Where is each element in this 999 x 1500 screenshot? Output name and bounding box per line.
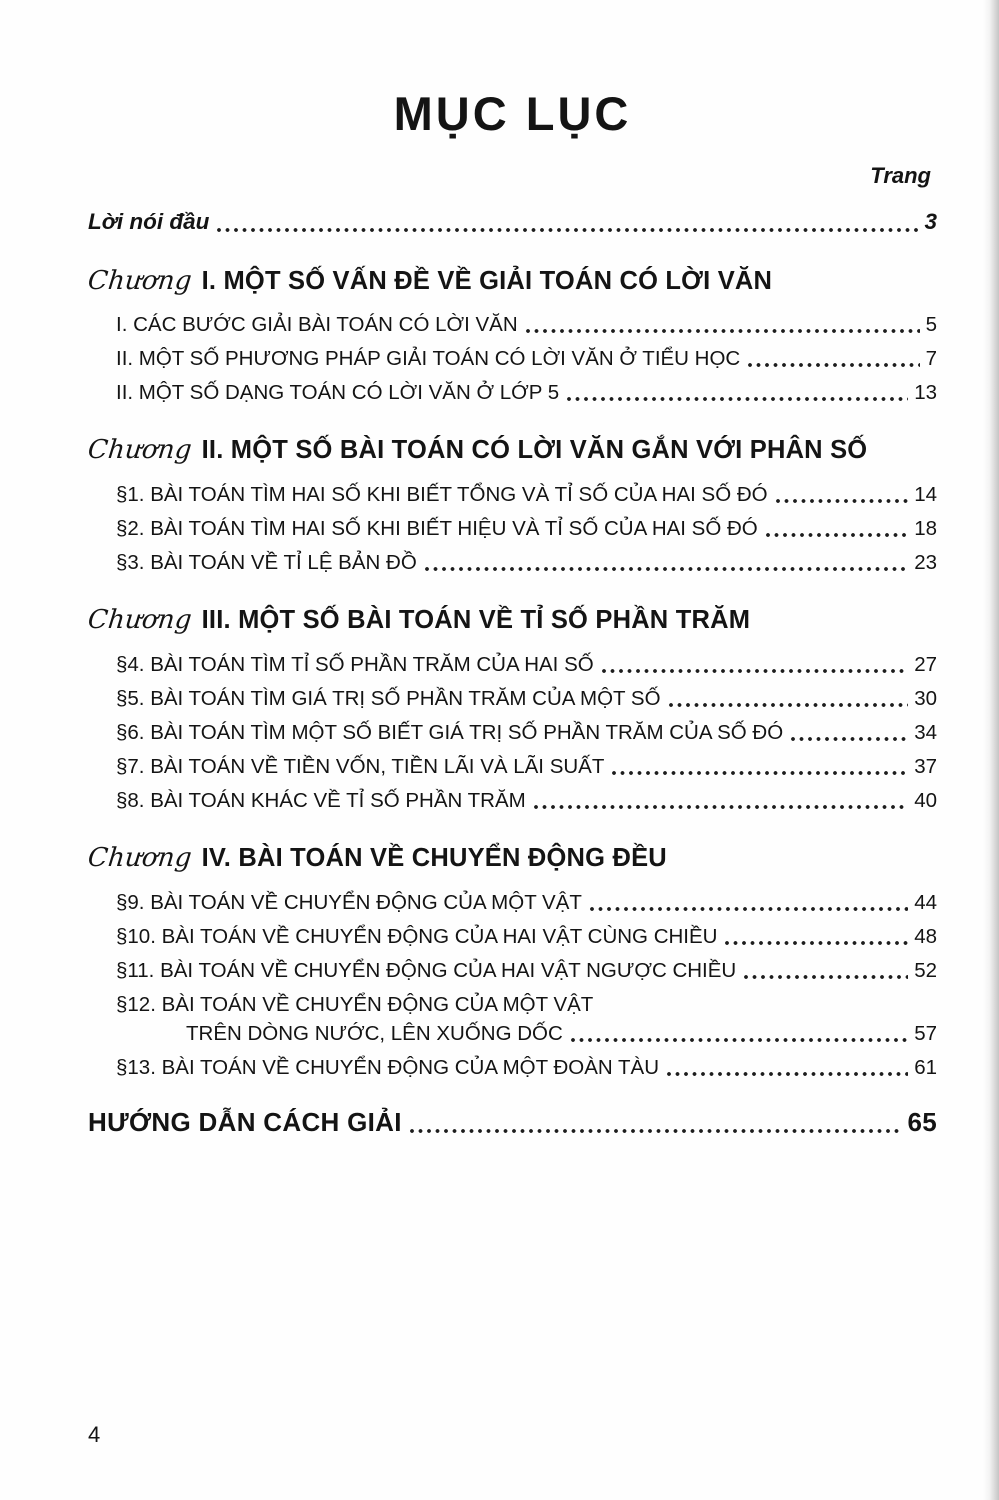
toc-chapter-heading: [88, 603, 937, 638]
dot-leader: [601, 668, 908, 674]
chapter-script-word: Chương: [86, 605, 194, 636]
toc-entry-label: §13. BÀI TOÁN VỀ CHUYỂN ĐỘNG CỦA MỘT ĐOÀN TÀU: [116, 1056, 659, 1080]
toc-row: [88, 753, 937, 780]
toc-row: [88, 1020, 937, 1047]
trang-label: Trang: [870, 163, 931, 188]
toc-entry-label: HƯỚNG DẪN CÁCH GIẢI: [88, 1107, 402, 1138]
toc-row: [88, 311, 937, 338]
toc-row: [88, 515, 937, 542]
toc-entry-page: 18: [914, 517, 937, 541]
toc-row: [88, 1105, 937, 1139]
toc-entry-label: §10. BÀI TOÁN VỀ CHUYỂN ĐỘNG CỦA HAI VẬT CÙNG CHIỀU: [116, 924, 718, 948]
toc-entry-label: II. MỘT SỐ PHƯƠNG PHÁP GIẢI TOÁN CÓ LỜI VĂN Ở TIỂU HỌC: [116, 347, 741, 371]
chapter-script-word: Chương: [86, 265, 194, 296]
toc-entry-page: 65: [907, 1107, 937, 1138]
toc-entry-page: 48: [914, 924, 937, 948]
toc-row: [88, 957, 937, 984]
toc-row: [88, 923, 937, 950]
toc-entry-label: Lời nói đầu: [88, 209, 210, 234]
toc-chapter-heading: [88, 433, 937, 468]
toc-row: [88, 379, 937, 406]
dot-leader: [666, 1071, 908, 1077]
dot-leader: [790, 736, 908, 742]
toc-row: [88, 685, 937, 712]
toc-entry-label: II. MỘT SỐ DẠNG TOÁN CÓ LỜI VĂN Ở LỚP 5: [116, 381, 560, 405]
toc-entry-page: 14: [914, 483, 937, 507]
toc-row: [88, 1054, 937, 1081]
toc-row: [88, 991, 937, 1018]
toc-entry-page: 44: [914, 890, 937, 914]
toc-chapter-heading: [88, 264, 937, 299]
toc-entry-label: §6. BÀI TOÁN TÌM MỘT SỐ BIẾT GIÁ TRỊ SỐ PHẦN TRĂM CỦA SỐ ĐÓ: [116, 721, 784, 745]
chapter-script-word: Chương: [86, 435, 194, 466]
toc-entry-page: 23: [914, 551, 937, 575]
toc-entry-page: 30: [914, 686, 937, 710]
toc-row: [88, 651, 937, 678]
toc-entry-page: 3: [924, 209, 937, 234]
scan-edge-shadow: [983, 0, 999, 1500]
dot-leader: [765, 532, 908, 538]
toc-row: [88, 207, 937, 237]
toc-chapter-heading: [88, 841, 937, 876]
toc-row: [88, 889, 937, 916]
dot-leader: [775, 498, 909, 504]
dot-leader: [668, 702, 909, 708]
toc-entry-page: 57: [914, 1022, 937, 1046]
chapter-script-word: Chương: [86, 843, 194, 874]
toc-entry-label: §9. BÀI TOÁN VỀ CHUYỂN ĐỘNG CỦA MỘT VẬT: [116, 890, 582, 914]
toc-entry-label: §5. BÀI TOÁN TÌM GIÁ TRỊ SỐ PHẦN TRĂM CỦA MỘT SỐ: [116, 686, 661, 710]
toc-entry-label: §7. BÀI TOÁN VỀ TIỀN VỐN, TIỀN LÃI VÀ LÃI SUẤT: [116, 755, 605, 779]
toc-row: [88, 345, 937, 372]
toc-row: [88, 787, 937, 814]
dot-leader: [525, 328, 920, 334]
toc-entry-page: 37: [914, 755, 937, 779]
toc-entry-label: §12. BÀI TOÁN VỀ CHUYỂN ĐỘNG CỦA MỘT VẬT: [116, 992, 594, 1016]
dot-leader: [611, 770, 908, 776]
toc-entry-page: 27: [914, 652, 937, 676]
dot-leader: [424, 566, 908, 572]
toc-entry-label: §8. BÀI TOÁN KHÁC VỀ TỈ SỐ PHẦN TRĂM: [116, 789, 526, 813]
chapter-title: IV. BÀI TOÁN VỀ CHUYỂN ĐỘNG ĐỀU: [201, 844, 667, 873]
toc-entry-page: 34: [914, 721, 937, 745]
toc-entry-label: TRÊN DÒNG NƯỚC, LÊN XUỐNG DỐC: [186, 1022, 563, 1046]
toc-list: [88, 207, 937, 1139]
dot-leader: [570, 1037, 908, 1043]
dot-leader: [747, 362, 919, 368]
dot-leader: [409, 1128, 902, 1134]
dot-leader: [589, 906, 908, 912]
dot-leader: [743, 974, 908, 980]
toc-entry-page: 5: [925, 313, 937, 337]
page-number: 4: [88, 1422, 101, 1447]
toc-entry-label: §11. BÀI TOÁN VỀ CHUYỂN ĐỘNG CỦA HAI VẬT NGƯỢC CHIỀU: [116, 958, 737, 982]
dot-leader: [566, 396, 908, 402]
toc-row: [88, 549, 937, 576]
toc-row: [88, 481, 937, 508]
dot-leader: [533, 804, 908, 810]
dot-leader: [216, 227, 918, 233]
toc-entry-label: §2. BÀI TOÁN TÌM HAI SỐ KHI BIẾT HIỆU VÀ TỈ SỐ CỦA HAI SỐ ĐÓ: [116, 517, 758, 541]
dot-leader: [724, 940, 908, 946]
toc-row: [88, 719, 937, 746]
toc-entry-page: 7: [925, 347, 937, 371]
toc-entry-label: I. CÁC BƯỚC GIẢI BÀI TOÁN CÓ LỜI VĂN: [116, 313, 518, 337]
chapter-title: I. MỘT SỐ VẤN ĐỀ VỀ GIẢI TOÁN CÓ LỜI VĂN: [201, 266, 773, 295]
toc-entry-page: 13: [914, 381, 937, 405]
toc-entry-page: 61: [914, 1056, 937, 1080]
toc-entry-page: 40: [914, 789, 937, 813]
toc-entry-label: §3. BÀI TOÁN VỀ TỈ LỆ BẢN ĐỒ: [116, 551, 417, 575]
chapter-title: III. MỘT SỐ BÀI TOÁN VỀ TỈ SỐ PHẦN TRĂM: [201, 606, 751, 635]
page-title: MỤC LỤC: [393, 87, 632, 140]
chapter-title: II. MỘT SỐ BÀI TOÁN CÓ LỜI VĂN GẮN VỚI PHÂN SỐ: [201, 436, 868, 465]
toc-entry-label: §1. BÀI TOÁN TÌM HAI SỐ KHI BIẾT TỔNG VÀ TỈ SỐ CỦA HAI SỐ ĐÓ: [116, 483, 768, 507]
toc-entry-label: §4. BÀI TOÁN TÌM TỈ SỐ PHẦN TRĂM CỦA HAI SỐ: [116, 652, 594, 676]
toc-entry-page: 52: [914, 958, 937, 982]
